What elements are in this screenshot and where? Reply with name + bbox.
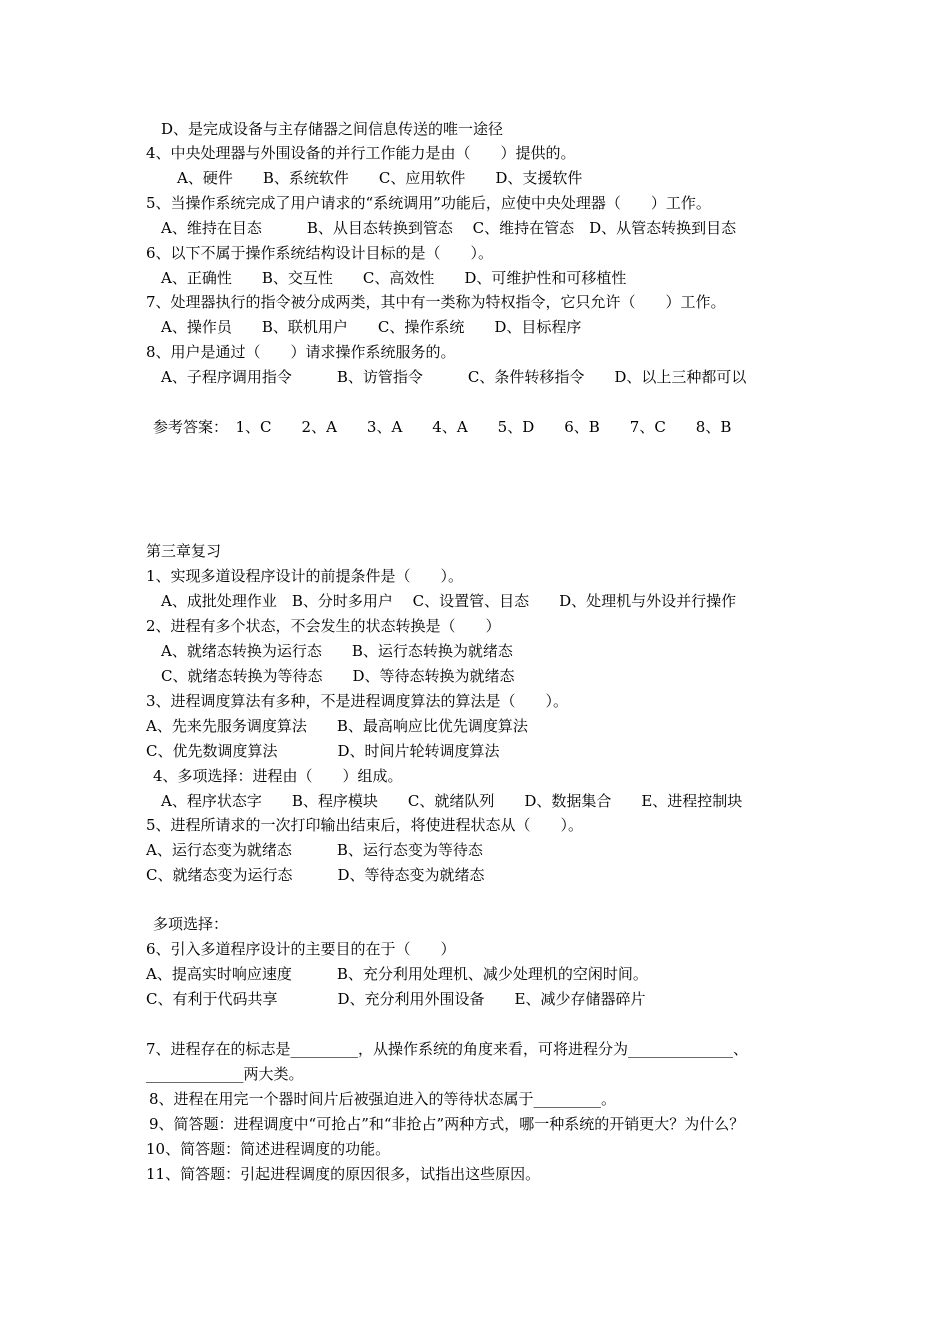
option-line: A、就绪态转换为运行态 B、运行态转换为就绪态 (161, 642, 513, 660)
question-line: 4、多项选择：进程由（ ）组成。 (153, 767, 403, 785)
option-line: A、操作员 B、联机用户 C、操作系统 D、目标程序 (161, 318, 582, 336)
option-line: A、正确性 B、交互性 C、高效性 D、可维护性和可移植性 (161, 269, 627, 287)
option-line: A、子程序调用指令 B、访管指令 C、条件转移指令 D、以上三种都可以 (161, 368, 747, 386)
question-line: 7、处理器执行的指令被分成两类，其中有一类称为特权指令，它只允许（ ）工作。 (146, 293, 726, 311)
question-line: 8、进程在用完一个器时间片后被强迫进入的等待状态属于_________。 (149, 1090, 617, 1108)
option-line: A、提高实时响应速度 B、充分利用处理机、减少处理机的空闲时间。 (146, 965, 648, 983)
question-line: 11、简答题：引起进程调度的原因很多，试指出这些原因。 (146, 1165, 541, 1183)
question-line: 4、中央处理器与外围设备的并行工作能力是由（ ）提供的。 (146, 144, 576, 162)
option-line: C、有利于代码共享 D、充分利用外围设备 E、减少存储器碎片 (146, 990, 646, 1008)
question-line: 3、进程调度算法有多种，不是进程调度算法的算法是（ ）。 (146, 692, 569, 710)
question-line: _____________两大类。 (146, 1065, 304, 1083)
answer-key: 参考答案： 1、C 2、A 3、A 4、A 5、D 6、B 7、C 8、B (153, 418, 732, 436)
question-line: 6、引入多道程序设计的主要目的在于（ ） (146, 940, 456, 958)
question-line: 5、进程所请求的一次打印输出结束后，将使进程状态从（ ）。 (146, 816, 584, 834)
option-line: C、就绪态变为运行态 D、等待态变为就绪态 (146, 866, 485, 884)
section-label: 多项选择： (153, 915, 229, 933)
question-line: 6、以下不属于操作系统结构设计目标的是（ ）。 (146, 244, 494, 262)
question-line: 9、简答题：进程调度中“可抢占”和“非抢占”两种方式，哪一种系统的开销更大？为什么？ (149, 1115, 745, 1133)
chapter-heading: 第三章复习 (146, 542, 222, 560)
question-line: 7、进程存在的标志是_________，从操作系统的角度来看，可将进程分为______________、 (146, 1040, 749, 1058)
option-line: A、维持在目态 B、从目态转换到管态 C、维持在管态 D、从管态转换到目态 (161, 219, 737, 237)
option-line: A、先来先服务调度算法 B、最高响应比优先调度算法 (146, 717, 528, 735)
question-line: 5、当操作系统完成了用户请求的“系统调用”功能后，应使中央处理器（ ）工作。 (146, 194, 711, 212)
option-line: A、硬件 B、系统软件 C、应用软件 D、支援软件 (177, 169, 583, 187)
option-line: A、运行态变为就绪态 B、运行态变为等待态 (146, 841, 483, 859)
option-line: A、成批处理作业 B、分时多用户 C、设置管、目态 D、处理机与外设并行操作 (161, 592, 737, 610)
question-line: 1、实现多道设程序设计的前提条件是（ ）。 (146, 567, 464, 585)
option-line: A、程序状态字 B、程序模块 C、就绪队列 D、数据集合 E、进程控制块 (161, 792, 743, 810)
option-line: C、优先数调度算法 D、时间片轮转调度算法 (146, 742, 500, 760)
option-line: C、就绪态转换为等待态 D、等待态转换为就绪态 (161, 667, 515, 685)
option-line: D、是完成设备与主存储器之间信息传送的唯一途径 (161, 120, 504, 138)
question-line: 2、进程有多个状态，不会发生的状态转换是（ ） (146, 617, 501, 635)
question-line: 10、简答题：简述进程调度的功能。 (146, 1140, 391, 1158)
question-line: 8、用户是通过（ ）请求操作系统服务的。 (146, 343, 456, 361)
